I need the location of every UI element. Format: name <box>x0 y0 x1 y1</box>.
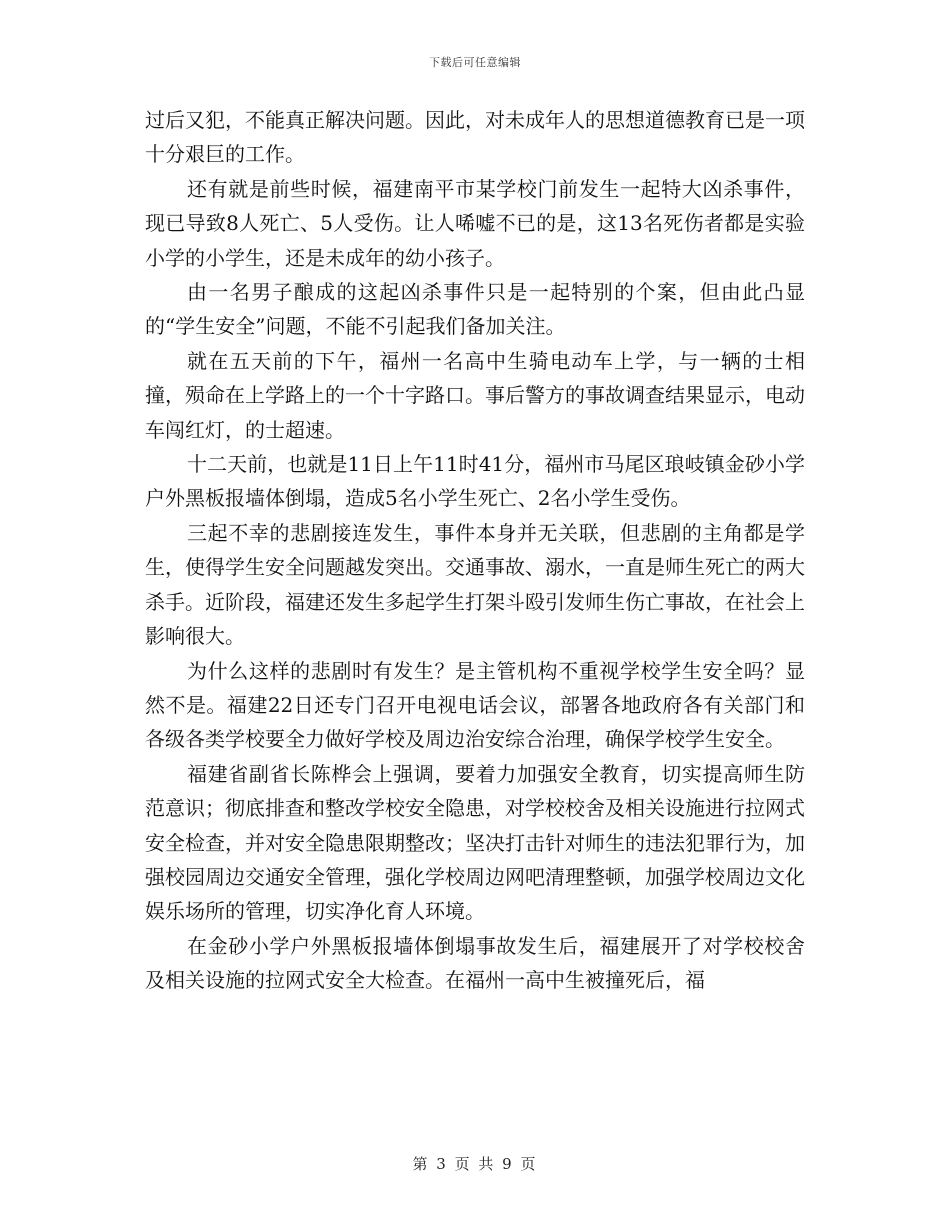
paragraph-3: 由一名男子酿成的这起凶杀事件只是一起特别的个案，但由此凸显的“学生安全”问题，不能不引起我们备加关注。 <box>145 280 805 339</box>
paragraph-4: 就在五天前的下午，福州一名高中生骑电动车上学，与一辆的士相撞，殒命在上学路上的一个十字路口。事后警方的事故调查结果显示，电动车闯红灯，的士超速。 <box>145 348 805 442</box>
paragraph-6: 三起不幸的悲剧接连发生，事件本身并无关联，但悲剧的主角都是学生，使得学生安全问题越发突出。交通事故、溺水，一直是师生死亡的两大杀手。近阶段，福建还发生多起学生打架斗殴引发师生伤亡事故，在社会上影响很大。 <box>145 520 805 649</box>
paragraph-7: 为什么这样的悲剧时有发生？是主管机构不重视学校学生安全吗？显然不是。福建22日还专门召开电视电话会议，部署各地政府各有关部门和各级各类学校要全力做好学校及周边治安综合治理，确保学校学生安全。 <box>145 658 805 752</box>
page-number-footer: 第 3 页 共 9 页 <box>412 1155 538 1173</box>
paragraph-1: 过后又犯，不能真正解决问题。因此，对未成年人的思想道德教育已是一项十分艰巨的工作。 <box>145 108 805 167</box>
paragraph-2: 还有就是前些时候，福建南平市某学校门前发生一起特大凶杀事件，现已导致8人死亡、5人受伤。让人唏嘘不已的是，这13名死伤者都是实验小学的小学生，还是未成年的幼小孩子。 <box>145 176 805 270</box>
document-body <box>145 103 805 998</box>
page-header-note: 下载后可任意编辑 <box>429 56 521 69</box>
paragraph-9: 在金砂小学户外黑板报墙体倒塌事故发生后，福建展开了对学校校舍及相关设施的拉网式安全大检查。在福州一高中生被撞死后，福 <box>145 933 805 993</box>
paragraph-5: 十二天前，也就是11日上午11时41分，福州市马尾区琅岐镇金砂小学户外黑板报墙体倒塌，造成5名小学生死亡、2名小学生受伤。 <box>145 452 805 511</box>
paragraph-8: 福建省副省长陈桦会上强调，要着力加强安全教育，切实提高师生防范意识；彻底排查和整改学校安全隐患，对学校校舍及相关设施进行拉网式安全检查，并对安全隐患限期整改；坚决打击针对师生的违法犯罪行为，加强校园周边交通安全管理，强化学校周边网吧清理整顿，加强学校周边文化娱乐场所的管理，切实净化育人环境。 <box>145 761 805 924</box>
